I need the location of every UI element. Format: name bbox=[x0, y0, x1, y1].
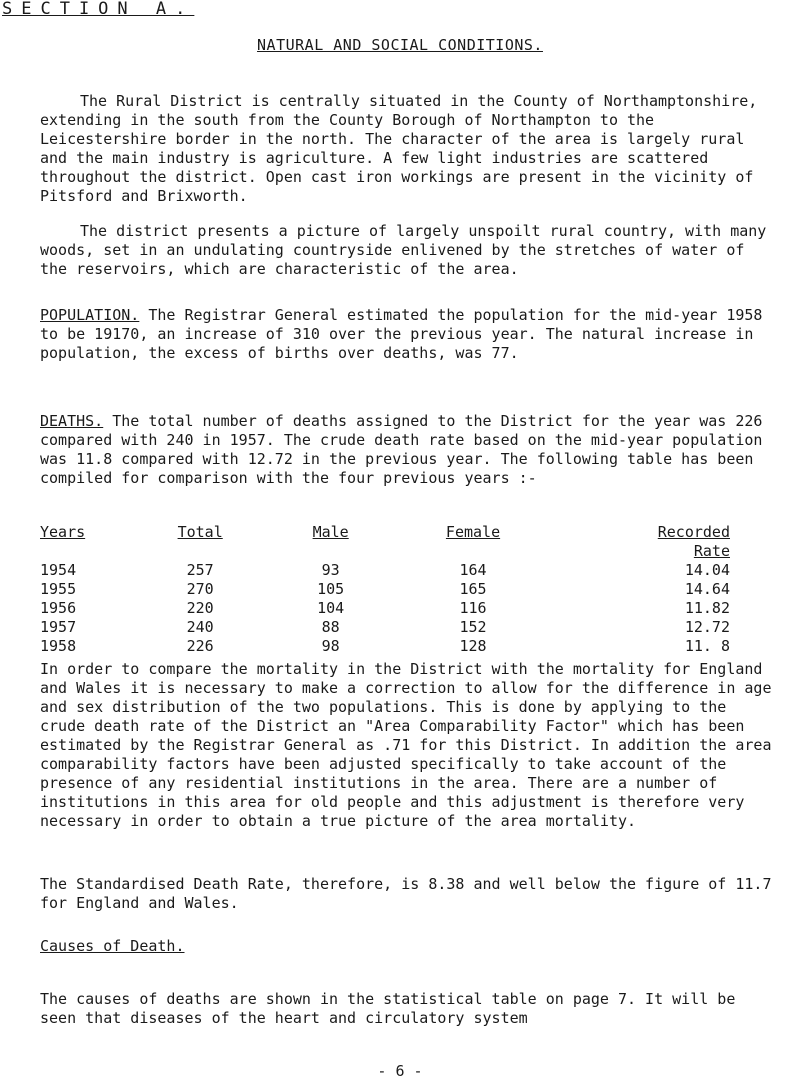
cell-year: 1955 bbox=[40, 580, 77, 598]
col-female: Female bbox=[445, 523, 501, 541]
table-header-row bbox=[40, 523, 740, 561]
landscape-paragraph: The district presents a picture of largely unspoilt rural country, with many woods, set in an undulating countryside enlivened by the stretches of water of the reservoirs, which are characteristic of the area. bbox=[40, 222, 767, 278]
cell-male: 93 bbox=[321, 561, 340, 579]
col-rate: Rate bbox=[693, 542, 730, 560]
cell-male: 88 bbox=[321, 618, 340, 636]
cell-total: 226 bbox=[186, 637, 214, 655]
table-row bbox=[40, 637, 740, 656]
col-years: Years bbox=[40, 523, 86, 541]
cell-male: 104 bbox=[317, 599, 345, 617]
cell-year: 1958 bbox=[40, 637, 77, 655]
cell-rate: 14.64 bbox=[684, 580, 730, 598]
section-heading: SECTION A. bbox=[2, 0, 195, 19]
cell-year: 1957 bbox=[40, 618, 77, 636]
cell-male: 105 bbox=[317, 580, 345, 598]
cell-rate: 11. 8 bbox=[684, 637, 730, 655]
table-row bbox=[40, 599, 740, 618]
cell-female: 128 bbox=[459, 637, 487, 655]
col-recorded: Recorded bbox=[657, 523, 730, 541]
cell-female: 165 bbox=[459, 580, 487, 598]
cell-female: 164 bbox=[459, 561, 487, 579]
cell-total: 240 bbox=[186, 618, 214, 636]
cell-total: 220 bbox=[186, 599, 214, 617]
col-total: Total bbox=[177, 523, 223, 541]
cell-total: 270 bbox=[186, 580, 214, 598]
cell-rate: 14.04 bbox=[684, 561, 730, 579]
causes-heading: Causes of Death. bbox=[40, 937, 185, 955]
cell-female: 116 bbox=[459, 599, 487, 617]
causes-paragraph: The causes of deaths are shown in the statistical table on page 7. It will be seen that diseases of the heart and circulatory system bbox=[40, 990, 736, 1027]
population-text: The Registrar General estimated the population for the mid-year 1958 to be 19170, an increase of 310 over the previous year. The natural increase in population, the excess of births over deaths, was 77. bbox=[40, 306, 763, 362]
cell-female: 152 bbox=[459, 618, 487, 636]
col-recorded-rate bbox=[550, 523, 740, 561]
cell-male: 98 bbox=[321, 637, 340, 655]
cell-rate: 11.82 bbox=[684, 599, 730, 617]
cell-year: 1956 bbox=[40, 599, 77, 617]
comparison-paragraph: In order to compare the mortality in the District with the mortality for England and Wales it is necessary to make a correction to allow for the difference in age and sex distribution of the two populations. This is done by applying to the crude death rate of the District an "Area Comparability Factor" which has been estimated by the Registrar General as .71 for this District. In addition the area comparability factors have been adjusted specifically to take account of the presence of any residential institutions in the area. There are a number of institutions in this area for old people and this adjustment is therefore very necessary in order to obtain a true picture of the area mortality. bbox=[40, 660, 772, 830]
cell-year: 1954 bbox=[40, 561, 77, 579]
deaths-text: The total number of deaths assigned to the District for the year was 226 compared with 240 in 1957. The crude death rate based on the mid-year population was 11.8 compared with 12.72 in the previous year. The following table has been compiled for comparison with the four previous years :- bbox=[40, 412, 763, 487]
deaths-table bbox=[40, 523, 740, 656]
cell-rate: 12.72 bbox=[684, 618, 730, 636]
page-number: - 6 - bbox=[377, 1062, 423, 1080]
deaths-heading: DEATHS. bbox=[40, 412, 104, 430]
deaths-paragraph bbox=[40, 412, 775, 488]
table-row bbox=[40, 580, 740, 599]
section-title: NATURAL AND SOCIAL CONDITIONS. bbox=[257, 36, 543, 54]
cell-total: 257 bbox=[186, 561, 214, 579]
population-paragraph bbox=[40, 306, 775, 363]
col-male: Male bbox=[312, 523, 349, 541]
table-row bbox=[40, 618, 740, 637]
table-row bbox=[40, 561, 740, 580]
population-heading: POPULATION. bbox=[40, 306, 140, 324]
standardised-paragraph: The Standardised Death Rate, therefore, is 8.38 and well below the figure of 11.7 for England and Wales. bbox=[40, 875, 772, 912]
intro-paragraph: The Rural District is centrally situated in the County of Northamptonshire, extending in the south from the County Borough of Northampton to the Leicestershire border in the north. The character of the area is largely rural and the main industry is agriculture. A few light industries are scattered throughout the district. Open cast iron workings are present in the vicinity of Pitsford and Brixworth. bbox=[40, 92, 758, 205]
